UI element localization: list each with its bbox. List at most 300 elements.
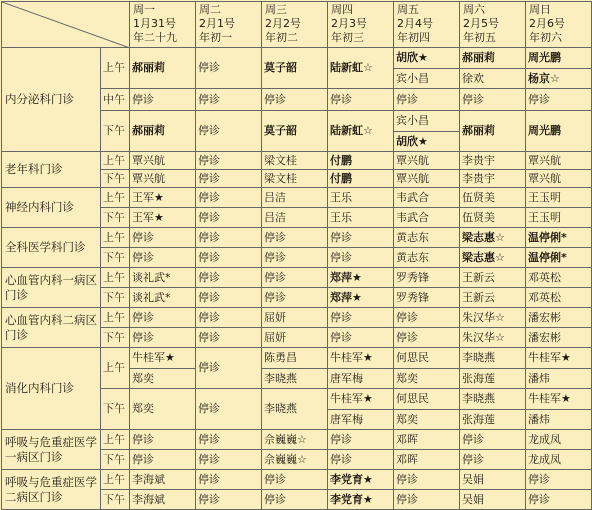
doctor-name: 李党育★ <box>330 492 373 506</box>
time-period: 下午 <box>101 328 130 348</box>
doctor-cell <box>328 208 394 228</box>
doctor-cell <box>196 328 262 348</box>
day-header <box>394 2 460 48</box>
time-period: 下午 <box>101 490 130 510</box>
doctor-name: 王玉明 <box>528 210 561 224</box>
weekday: 周三 <box>265 3 287 16</box>
doctor-name: 邓晖 <box>396 432 418 446</box>
closed-label: 停诊 <box>198 250 220 264</box>
doctor-name: 龙成凤 <box>528 432 561 446</box>
closed-label: 停诊 <box>264 492 286 506</box>
doctor-cell <box>196 152 262 170</box>
doctor-name: 郑萍★ <box>330 270 362 284</box>
doctor-cell <box>526 490 592 510</box>
doctor-cell <box>526 152 592 170</box>
department-name: 老年科门诊 <box>2 152 101 188</box>
doctor-cell <box>130 111 196 152</box>
closed-label: 停诊 <box>396 310 418 324</box>
day-header <box>328 2 394 48</box>
time-period: 下午 <box>101 248 130 268</box>
doctor-cell <box>262 430 328 450</box>
doctor-cell <box>460 470 526 490</box>
closed-label: 停诊 <box>396 330 418 344</box>
weekday: 周四 <box>331 3 353 16</box>
schedule-body <box>2 48 592 510</box>
doctor-name: 吕洁 <box>264 190 286 204</box>
closed-label: 停诊 <box>264 92 286 106</box>
doctor-name: 郝丽莉 <box>462 51 495 64</box>
doctor-name: 张海莲 <box>460 409 525 429</box>
closed-label: 停诊 <box>132 452 154 466</box>
doctor-cell <box>526 170 592 188</box>
doctor-cell <box>394 348 460 389</box>
doctor-cell <box>262 470 328 490</box>
doctor-cell <box>130 188 196 208</box>
closed-label: 停诊 <box>330 432 352 446</box>
closed-label: 停诊 <box>132 92 154 106</box>
doctor-cell <box>130 328 196 348</box>
doctor-cell <box>130 288 196 308</box>
doctor-cell <box>526 48 592 89</box>
doctor-name: 王玉明 <box>528 190 561 204</box>
doctor-name: 谈礼武* <box>132 290 171 304</box>
doctor-cell <box>460 152 526 170</box>
department-name: 全科医学科门诊 <box>2 228 101 268</box>
doctor-cell <box>262 208 328 228</box>
doctor-name: 王新云 <box>462 290 495 304</box>
doctor-name: 谈礼武* <box>132 270 171 284</box>
date: 2月6号 <box>529 17 565 30</box>
doctor-cell <box>394 288 460 308</box>
closed-label: 停诊 <box>396 92 418 106</box>
doctor-cell <box>394 389 460 430</box>
schedule-row <box>2 48 592 89</box>
department-name: 心血管内科二病区门诊 <box>2 308 101 348</box>
department-name: 呼吸与危重症医学一病区门诊 <box>2 430 101 470</box>
schedule-row <box>2 308 592 328</box>
doctor-name: 郑奕 <box>130 368 195 388</box>
doctor-name: 龙成凤 <box>528 452 561 466</box>
doctor-name: 郝丽莉 <box>132 61 165 74</box>
doctor-name: 吴娟 <box>462 472 484 486</box>
doctor-cell <box>262 328 328 348</box>
weekday: 周二 <box>199 3 221 16</box>
doctor-name: 邓英松 <box>528 270 561 284</box>
closed-label: 停诊 <box>330 92 352 106</box>
department-name: 呼吸与危重症医学二病区门诊 <box>2 470 101 510</box>
lunar-date: 年二十九 <box>133 31 177 44</box>
doctor-cell <box>394 48 460 89</box>
doctor-cell <box>196 89 262 111</box>
doctor-cell <box>460 170 526 188</box>
doctor-cell <box>460 48 526 89</box>
doctor-name: 宾小昌 <box>394 68 459 88</box>
doctor-cell <box>526 328 592 348</box>
doctor-name: 王军★ <box>132 210 164 224</box>
doctor-cell <box>262 89 328 111</box>
doctor-cell <box>196 111 262 152</box>
doctor-name: 王乐 <box>330 210 352 224</box>
doctor-cell <box>460 248 526 268</box>
doctor-cell <box>196 208 262 228</box>
doctor-cell <box>526 208 592 228</box>
doctor-name: 郑奕 <box>394 409 459 429</box>
doctor-name: 胡欣★ <box>396 51 428 64</box>
doctor-name: 佘巍巍☆ <box>264 452 307 466</box>
doctor-cell <box>460 348 526 389</box>
time-period: 上午 <box>101 152 130 170</box>
closed-label: 停诊 <box>396 472 418 486</box>
doctor-name: 牛桂军★ <box>330 351 373 364</box>
doctor-cell <box>328 48 394 89</box>
weekday: 周六 <box>463 3 485 16</box>
closed-label: 停诊 <box>330 230 352 244</box>
time-period: 下午 <box>101 389 130 430</box>
schedule-row <box>2 188 592 208</box>
doctor-name: 屈妍 <box>264 330 286 344</box>
doctor-cell <box>328 470 394 490</box>
doctor-cell <box>196 48 262 89</box>
doctor-name: 胡欣★ <box>394 131 459 151</box>
doctor-cell <box>328 228 394 248</box>
doctor-cell <box>130 248 196 268</box>
doctor-cell <box>328 490 394 510</box>
doctor-name: 何思民 <box>396 392 429 405</box>
doctor-cell <box>328 111 394 152</box>
doctor-cell <box>328 328 394 348</box>
date: 2月3号 <box>331 17 367 30</box>
schedule-table <box>1 1 592 510</box>
day-header <box>196 2 262 48</box>
doctor-name: 温停俐* <box>528 250 567 264</box>
doctor-cell <box>196 450 262 470</box>
closed-label: 停诊 <box>528 92 550 106</box>
doctor-cell <box>526 288 592 308</box>
doctor-cell <box>328 89 394 111</box>
doctor-cell <box>262 450 328 470</box>
closed-label: 停诊 <box>528 492 550 506</box>
department-name: 消化内科门诊 <box>2 348 101 430</box>
doctor-name: 覃兴航 <box>528 153 561 167</box>
doctor-cell <box>460 308 526 328</box>
closed-label: 停诊 <box>198 153 220 167</box>
day-header <box>130 2 196 48</box>
closed-label: 停诊 <box>198 190 220 204</box>
doctor-cell <box>526 111 592 152</box>
time-period: 上午 <box>101 228 130 248</box>
date: 1月31号 <box>133 17 176 30</box>
closed-label: 停诊 <box>198 171 220 185</box>
doctor-cell <box>130 228 196 248</box>
doctor-name: 李晓燕 <box>264 402 297 415</box>
doctor-cell <box>394 470 460 490</box>
lunar-date: 年初一 <box>199 31 232 44</box>
schedule-row <box>2 152 592 170</box>
doctor-cell <box>130 208 196 228</box>
closed-label: 停诊 <box>198 124 220 137</box>
doctor-name: 佘巍巍☆ <box>264 432 307 446</box>
doctor-name: 梁文桂 <box>264 153 297 167</box>
closed-label: 停诊 <box>198 432 220 446</box>
doctor-cell <box>526 430 592 450</box>
doctor-cell <box>262 188 328 208</box>
closed-label: 停诊 <box>264 270 286 284</box>
closed-label: 停诊 <box>264 250 286 264</box>
doctor-cell <box>130 89 196 111</box>
doctor-name: 莫子韶 <box>264 61 297 74</box>
closed-label: 停诊 <box>132 310 154 324</box>
weekday: 周一 <box>133 3 155 16</box>
doctor-name: 李晓燕 <box>462 392 495 405</box>
doctor-name: 唐军梅 <box>328 368 393 388</box>
doctor-cell <box>130 450 196 470</box>
doctor-name: 莫子韶 <box>264 124 297 137</box>
closed-label: 停诊 <box>264 230 286 244</box>
day-header <box>460 2 526 48</box>
closed-label: 停诊 <box>198 61 220 74</box>
schedule-row <box>2 430 592 450</box>
time-period: 下午 <box>101 170 130 188</box>
doctor-name: 何思民 <box>396 351 429 364</box>
doctor-cell <box>130 48 196 89</box>
doctor-name: 牛桂军★ <box>132 351 175 364</box>
doctor-cell <box>460 208 526 228</box>
doctor-name: 付鹏 <box>330 153 352 167</box>
doctor-name: 郝丽莉 <box>132 124 165 137</box>
doctor-cell <box>460 389 526 430</box>
day-header <box>262 2 328 48</box>
doctor-name: 陆新虹☆ <box>330 61 373 74</box>
doctor-cell <box>394 328 460 348</box>
closed-label: 停诊 <box>462 432 484 446</box>
date: 2月1号 <box>199 17 235 30</box>
doctor-cell <box>196 268 262 288</box>
header-row <box>2 2 592 48</box>
doctor-name: 陈勇昌 <box>264 351 297 364</box>
doctor-name: 伍贤美 <box>462 190 495 204</box>
doctor-name: 李海斌 <box>132 472 165 486</box>
doctor-cell <box>328 268 394 288</box>
doctor-cell <box>130 470 196 490</box>
closed-label: 停诊 <box>198 402 220 415</box>
doctor-name: 覃兴航 <box>132 153 165 167</box>
doctor-name: 付鹏 <box>330 171 352 185</box>
closed-label: 停诊 <box>132 230 154 244</box>
doctor-cell <box>196 470 262 490</box>
doctor-name: 王乐 <box>330 190 352 204</box>
schedule-row <box>2 228 592 248</box>
doctor-name: 李晓燕 <box>262 368 327 388</box>
doctor-name: 郝丽莉 <box>462 124 495 137</box>
doctor-cell <box>526 248 592 268</box>
closed-label: 停诊 <box>198 472 220 486</box>
doctor-cell <box>130 268 196 288</box>
doctor-cell <box>328 450 394 470</box>
doctor-cell <box>262 348 328 389</box>
time-period: 上午 <box>101 348 130 389</box>
doctor-cell <box>130 430 196 450</box>
time-period: 上午 <box>101 308 130 328</box>
doctor-name: 屈妍 <box>264 310 286 324</box>
doctor-cell <box>130 490 196 510</box>
doctor-name: 朱汉华☆ <box>462 310 505 324</box>
closed-label: 停诊 <box>330 330 352 344</box>
doctor-cell <box>130 308 196 328</box>
doctor-name: 梁志惠☆ <box>462 250 505 264</box>
doctor-name: 梁志惠☆ <box>462 230 505 244</box>
doctor-name: 王新云 <box>462 270 495 284</box>
doctor-name: 吕洁 <box>264 210 286 224</box>
doctor-cell <box>460 111 526 152</box>
time-period: 上午 <box>101 48 130 89</box>
time-period: 下午 <box>101 111 130 152</box>
doctor-name: 覃兴航 <box>396 171 429 185</box>
doctor-name: 覃兴航 <box>132 171 165 185</box>
doctor-name: 罗秀锋 <box>396 270 429 284</box>
doctor-cell <box>394 89 460 111</box>
doctor-name: 牛桂军★ <box>528 392 571 405</box>
doctor-name: 李党育★ <box>330 472 373 486</box>
date: 2月2号 <box>265 17 301 30</box>
closed-label: 停诊 <box>198 290 220 304</box>
doctor-cell <box>394 188 460 208</box>
doctor-name: 陆新虹☆ <box>330 124 373 137</box>
doctor-cell <box>460 328 526 348</box>
doctor-name: 邓英松 <box>528 290 561 304</box>
doctor-name: 牛桂军★ <box>528 351 571 364</box>
doctor-name: 王军★ <box>132 190 164 204</box>
doctor-cell <box>394 170 460 188</box>
weekday: 周五 <box>397 3 419 16</box>
doctor-name: 李贵宇 <box>462 171 495 185</box>
doctor-cell <box>328 430 394 450</box>
doctor-cell <box>460 450 526 470</box>
day-header <box>526 2 592 48</box>
doctor-name: 潘宏彬 <box>528 330 561 344</box>
doctor-name: 朱汉华☆ <box>462 330 505 344</box>
weekday: 周日 <box>529 3 551 16</box>
doctor-cell <box>262 490 328 510</box>
doctor-cell <box>196 228 262 248</box>
doctor-cell <box>526 188 592 208</box>
doctor-name: 温停俐* <box>528 230 567 244</box>
closed-label: 停诊 <box>330 250 352 264</box>
time-period: 下午 <box>101 288 130 308</box>
lunar-date: 年初五 <box>463 31 496 44</box>
doctor-name: 潘宏彬 <box>528 310 561 324</box>
time-period: 上午 <box>101 430 130 450</box>
doctor-cell <box>526 348 592 389</box>
doctor-cell <box>130 170 196 188</box>
doctor-cell <box>460 89 526 111</box>
doctor-name: 邓晖 <box>396 452 418 466</box>
doctor-cell <box>460 228 526 248</box>
doctor-cell <box>526 389 592 430</box>
schedule-row <box>2 470 592 490</box>
closed-label: 停诊 <box>396 492 418 506</box>
doctor-name: 伍贤美 <box>462 210 495 224</box>
doctor-cell <box>394 430 460 450</box>
doctor-cell <box>196 170 262 188</box>
doctor-cell <box>262 170 328 188</box>
doctor-cell <box>328 348 394 389</box>
doctor-cell <box>328 308 394 328</box>
doctor-cell <box>394 268 460 288</box>
doctor-cell <box>460 268 526 288</box>
doctor-cell <box>130 348 196 389</box>
closed-label: 停诊 <box>198 361 220 374</box>
doctor-cell <box>394 308 460 328</box>
date: 2月5号 <box>463 17 499 30</box>
doctor-cell <box>262 268 328 288</box>
time-period: 上午 <box>101 470 130 490</box>
doctor-name: 李晓燕 <box>462 351 495 364</box>
doctor-cell <box>460 430 526 450</box>
closed-label: 停诊 <box>198 210 220 224</box>
doctor-cell <box>196 308 262 328</box>
lunar-date: 年初四 <box>397 31 430 44</box>
doctor-cell <box>262 228 328 248</box>
doctor-name: 唐军梅 <box>328 409 393 429</box>
lunar-date: 年初六 <box>529 31 562 44</box>
doctor-cell <box>262 288 328 308</box>
closed-label: 停诊 <box>132 330 154 344</box>
doctor-name: 韦武合 <box>396 190 429 204</box>
closed-label: 停诊 <box>198 330 220 344</box>
doctor-name: 徐欢 <box>460 68 525 88</box>
doctor-name: 潘炜 <box>526 368 591 388</box>
doctor-name: 黄志东 <box>396 250 429 264</box>
closed-label: 停诊 <box>198 230 220 244</box>
doctor-cell <box>526 308 592 328</box>
doctor-name: 张海莲 <box>460 368 525 388</box>
doctor-name: 覃兴航 <box>396 153 429 167</box>
doctor-cell <box>328 170 394 188</box>
closed-label: 停诊 <box>198 92 220 106</box>
doctor-name: 黄志东 <box>396 230 429 244</box>
doctor-cell <box>460 188 526 208</box>
doctor-name: 李海斌 <box>132 492 165 506</box>
closed-label: 停诊 <box>330 310 352 324</box>
doctor-cell <box>526 450 592 470</box>
doctor-cell <box>526 228 592 248</box>
closed-label: 停诊 <box>198 310 220 324</box>
doctor-name: 郑萍★ <box>330 290 362 304</box>
doctor-name: 牛桂军★ <box>330 392 373 405</box>
doctor-cell <box>196 288 262 308</box>
schedule-row <box>2 268 592 288</box>
doctor-name: 周光鹏 <box>528 124 561 137</box>
doctor-name: 杨京☆ <box>526 68 591 88</box>
doctor-cell <box>262 48 328 89</box>
doctor-cell <box>394 450 460 470</box>
doctor-cell <box>394 228 460 248</box>
doctor-cell <box>394 208 460 228</box>
doctor-cell <box>328 288 394 308</box>
closed-label: 停诊 <box>132 250 154 264</box>
doctor-cell <box>460 288 526 308</box>
closed-label: 停诊 <box>198 452 220 466</box>
doctor-cell <box>526 89 592 111</box>
time-period: 上午 <box>101 268 130 288</box>
department-name: 神经内科门诊 <box>2 188 101 228</box>
doctor-cell <box>262 111 328 152</box>
doctor-name: 梁文桂 <box>264 171 297 185</box>
doctor-cell <box>328 248 394 268</box>
closed-label: 停诊 <box>528 472 550 486</box>
doctor-cell <box>526 470 592 490</box>
time-period: 中午 <box>101 89 130 111</box>
